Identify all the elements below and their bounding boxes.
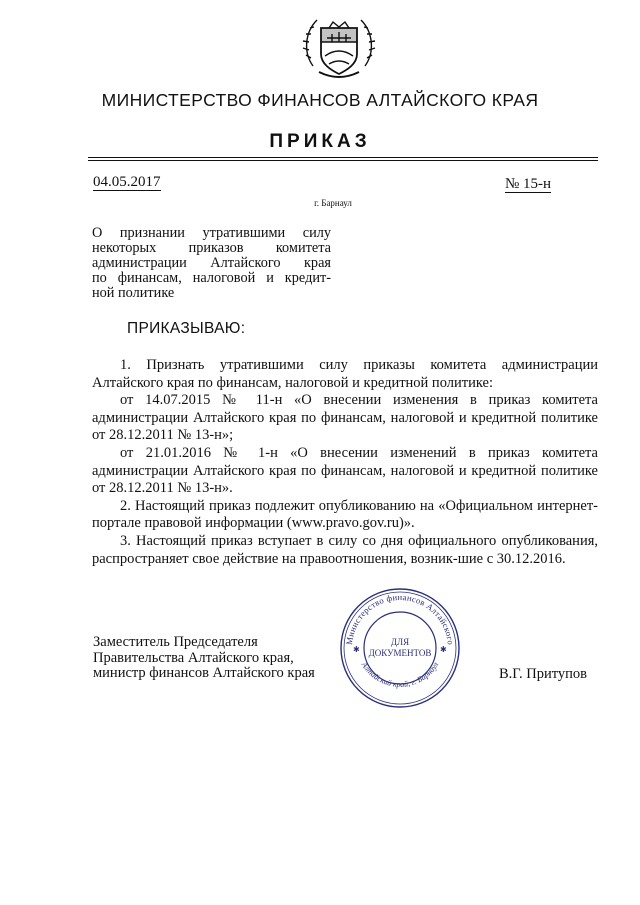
svg-text:✱: ✱ [440,645,447,654]
command-heading: ПРИКАЗЫВАЮ: [127,320,246,337]
city-name: г. Барнаул [314,198,352,208]
signatory-position-line: Правительства Алтайского края, [93,649,294,666]
order-body [92,357,598,568]
header-rule-thick [88,157,598,158]
ministry-name: МИНИСТЕРСТВО ФИНАНСОВ АЛТАЙСКОГО КРАЯ [101,90,539,110]
subject-line: ной политике [92,285,175,301]
paragraph-subitem-a: от 14.07.2015 № 11-н «О внесении изменения в приказ комитета администрации Алтайского края по финансам, налоговой и кредитной политике от 28.12.2011 № 13-н»; [92,392,598,444]
svg-text:Алтайский край, г. Барнаул [359,660,440,689]
header-rule-thin [88,160,598,161]
order-subject [92,226,331,301]
signatory-position-line: министр финансов Алтайского края [93,665,315,681]
paragraph-item-1: 1. Признать утратившими силу приказы комитета администрации Алтайского края по финансам, налоговой и кредитной политике: [92,357,598,391]
coat-of-arms-emblem [299,8,379,88]
paragraph-item-2: 2. Настоящий приказ подлежит опубликованию на «Официальном интернет-портале правовой информации (www.pravo.gov.ru)». [92,497,598,532]
signatory-name: В.Г. Притупов [499,666,588,682]
subject-line: по финансам, налоговой и кредит- [92,270,331,286]
seal-center-line-2: ДОКУМЕНТОВ [368,648,432,658]
seal-ring-text-bottom: Алтайский край, г. Барнаул [359,660,441,689]
official-seal-stamp [338,586,462,710]
paragraph-item-3: 3. Настоящий приказ вступает в силу со дня официального опубликования, распространяет свое действие на правоотношения, возник-шие с 30.12.2016. [92,532,598,567]
subject-line: некоторых приказов комитета [92,240,331,256]
order-date: 04.05.2017 [93,174,161,190]
signatory-position-line: Заместитель Председателя [93,634,258,650]
signatory-position [93,635,315,682]
order-number: № 15-н [505,176,552,192]
svg-text:✱: ✱ [353,645,360,654]
paragraph-subitem-b: от 21.01.2016 № 1-н «О внесении изменений в приказ комитета администрации Алтайского края по финансам, налоговой и кредитной политике от 28.12.2011 № 13-н». [92,444,598,497]
seal-ring-text-top: Министерство финансов Алтайского [344,591,456,646]
subject-line: О признании утратившими силу [92,225,331,241]
subject-line: администрации Алтайского края [92,255,331,271]
document-type-title: ПРИКАЗ [269,131,371,152]
seal-center-line-1: ДЛЯ [390,637,410,647]
